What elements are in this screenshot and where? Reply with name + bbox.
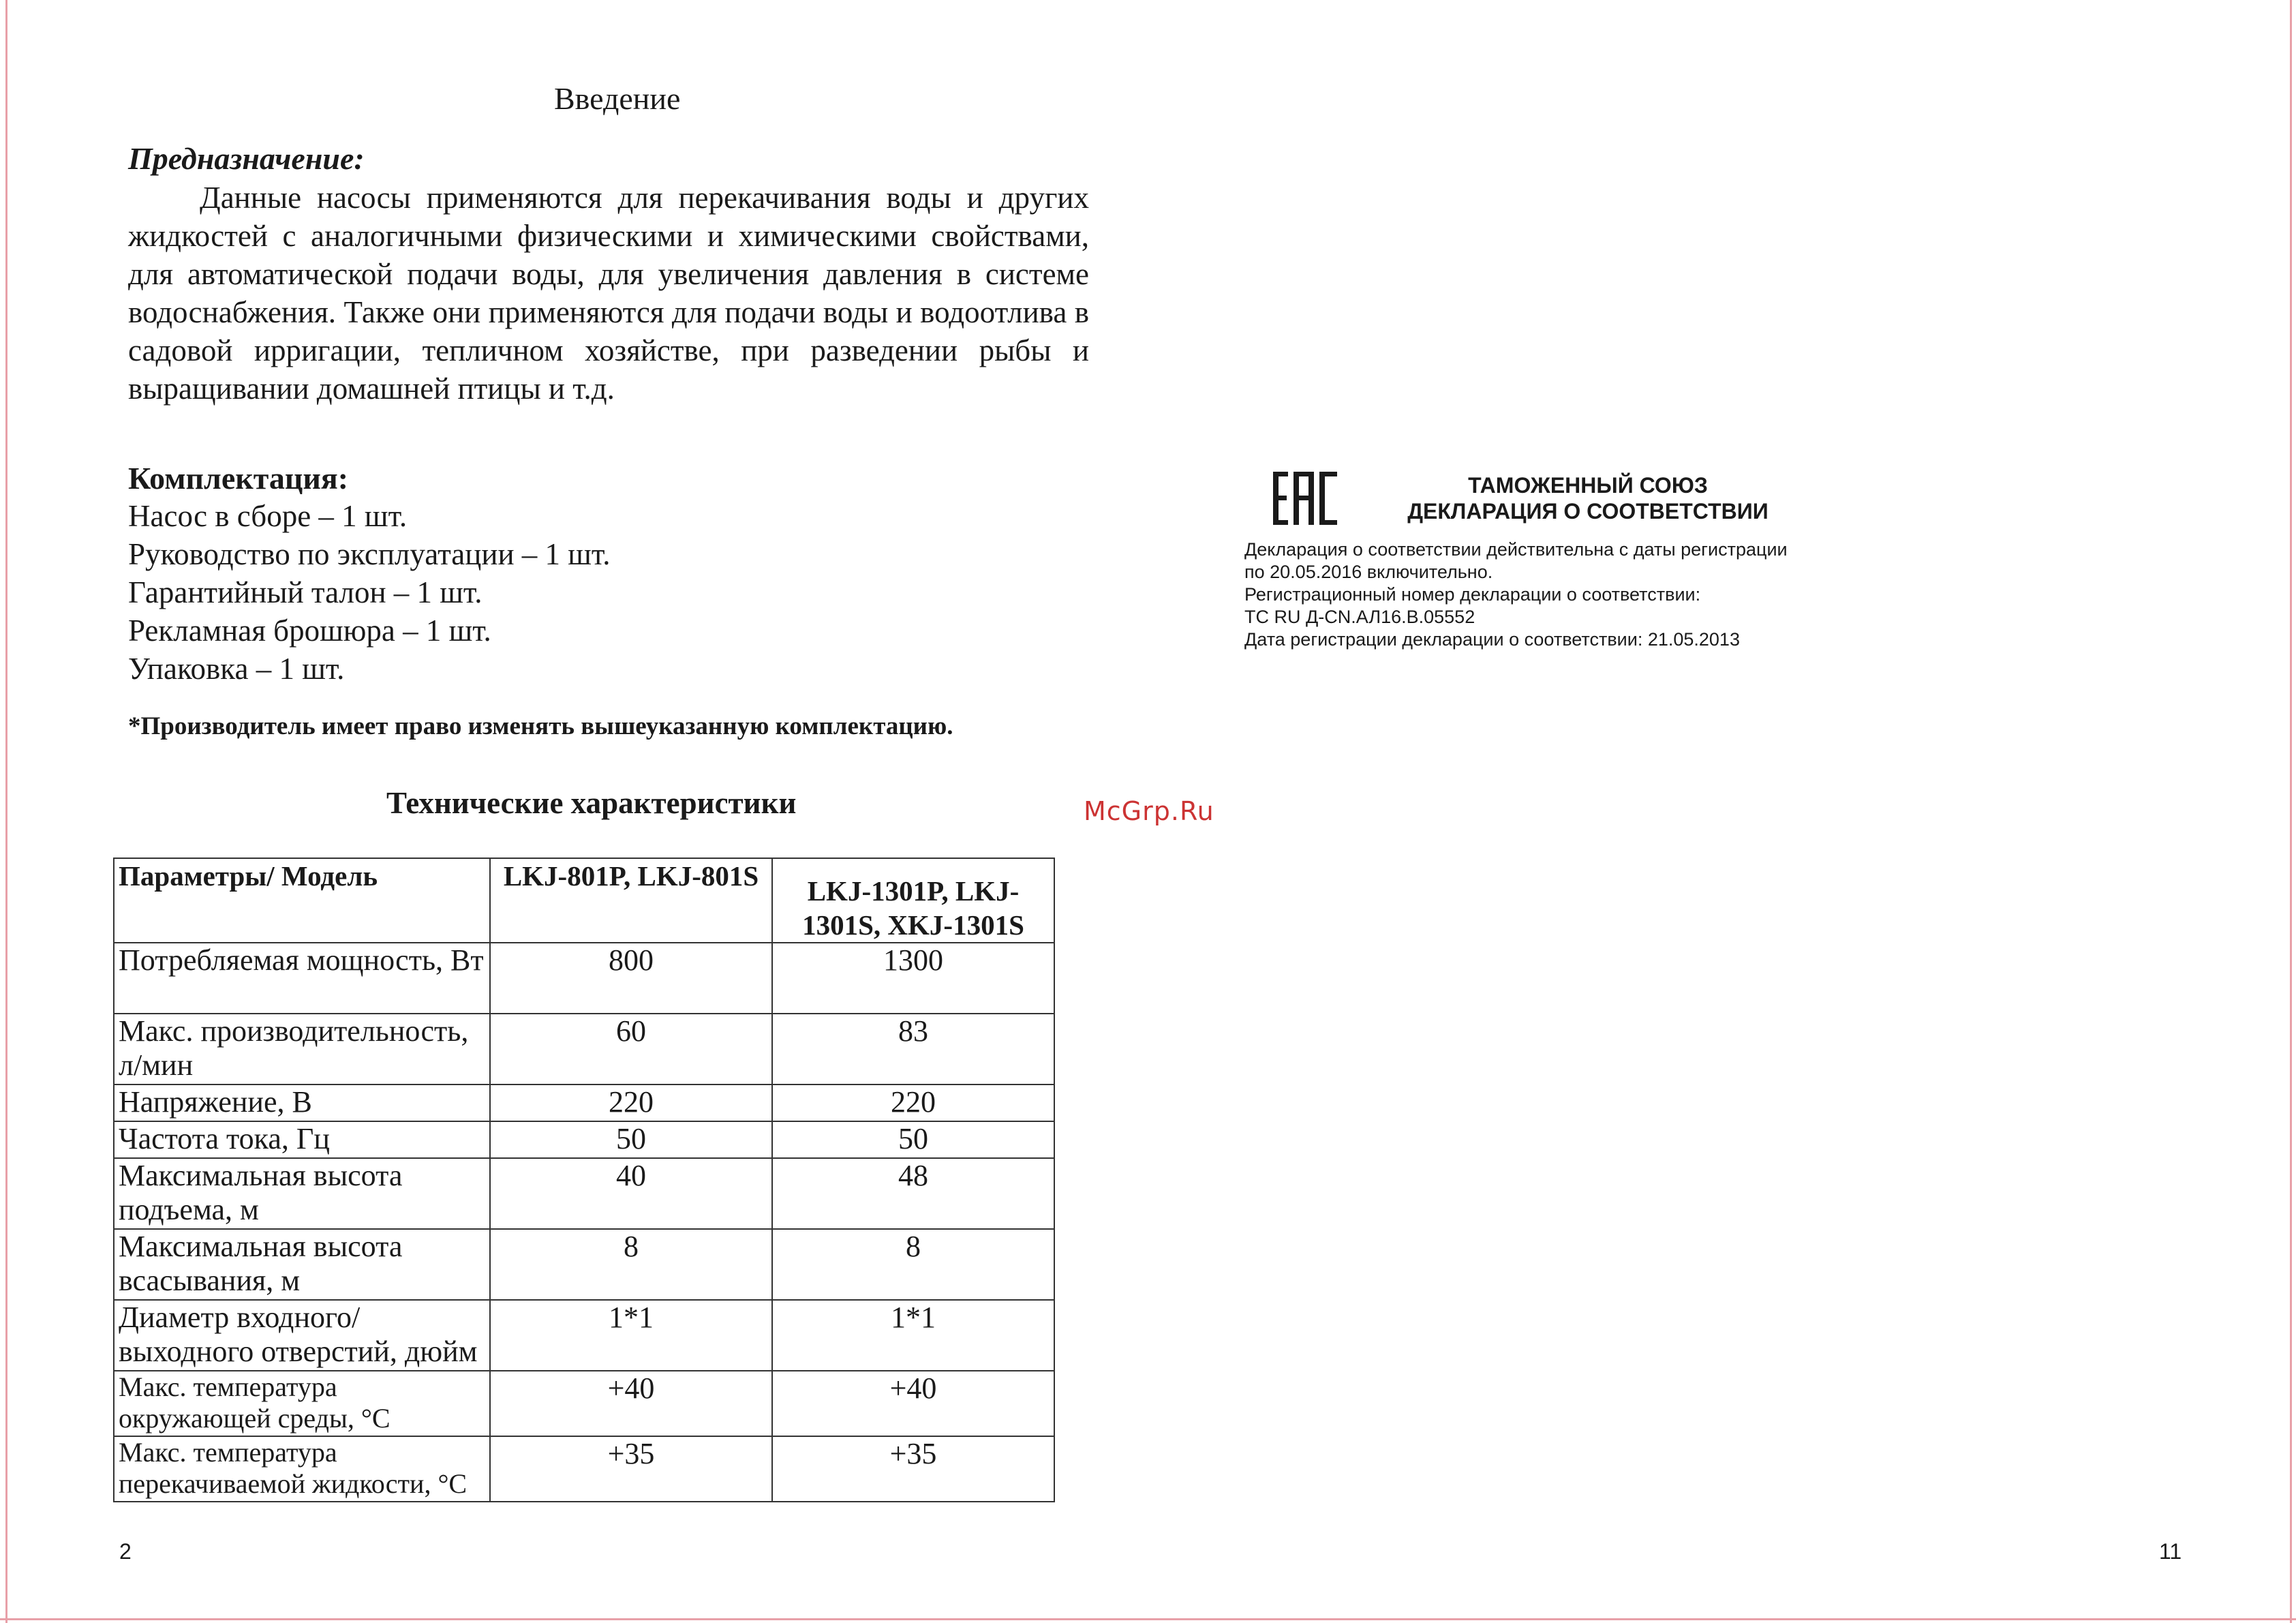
value-cell: 800 (490, 943, 772, 1014)
value-cell: 220 (772, 1084, 1054, 1121)
kit-list (128, 497, 610, 688)
kit-item: Гарантийный талон – 1 шт. (128, 575, 483, 609)
value-cell: 50 (490, 1121, 772, 1158)
page-number-right: 11 (2159, 1539, 2182, 1564)
value-cell: +35 (490, 1436, 772, 1502)
param-cell: Макс. температура окружающей среды, °С (114, 1371, 490, 1436)
value-cell: 8 (490, 1229, 772, 1300)
spec-table-header-row (114, 858, 1054, 943)
value-cell: +40 (772, 1371, 1054, 1436)
kit-item: Упаковка – 1 шт. (128, 652, 345, 686)
kit-item: Насос в сборе – 1 шт. (128, 499, 408, 533)
param-cell: Напряжение, В (114, 1084, 490, 1121)
kit-item: Рекламная брошюра – 1 шт. (128, 613, 491, 648)
page-number-left: 2 (119, 1539, 132, 1564)
param-cell: Максимальная высота всасывания, м (114, 1229, 490, 1300)
table-row (114, 1121, 1054, 1158)
purpose-paragraph: Данные насосы применяются для перекачивания воды и других жидкостей с аналогичными физическими и химическими свойствами, для автоматической подачи воды, для увеличения давления в системе водоснабжения. Также они применяются для подачи воды и водоотлива в садовой ирригации, тепличном хозяйстве, при разведении рыбы и выращивании домашней птицы и т.д. (128, 181, 1089, 406)
value-cell: 83 (772, 1014, 1054, 1084)
kit-note: *Производитель имеет право изменять вышеуказанную комплектацию. (128, 712, 953, 740)
kit-heading: Комплектация: (128, 461, 349, 496)
watermark: McGrp.Ru (1084, 796, 1214, 826)
value-cell: +40 (490, 1371, 772, 1436)
table-row (114, 1371, 1054, 1436)
header-model-801: LKJ-801P, LKJ-801S (490, 858, 772, 943)
declaration-line: по 20.05.2016 включительно. (1244, 562, 1493, 582)
kit-item: Руководство по эксплуатации – 1 шт. (128, 537, 611, 571)
param-cell: Диаметр входного/ выходного отверстий, дюйм (114, 1300, 490, 1371)
param-cell: Максимальная высота подъема, м (114, 1158, 490, 1229)
value-cell: 48 (772, 1158, 1054, 1229)
declaration-line: Декларация о соответствии действительна с даты регистрации (1244, 539, 1788, 560)
spec-table (113, 858, 1055, 1502)
table-row (114, 1436, 1054, 1502)
declaration-line: ТС RU Д-CN.АЛ16.В.05552 (1244, 607, 1475, 627)
table-row (114, 1229, 1054, 1300)
value-cell: 8 (772, 1229, 1054, 1300)
value-cell: 1300 (772, 943, 1054, 1014)
declaration-line: Регистрационный номер декларации о соответствии: (1244, 584, 1701, 605)
spec-title: Технические характеристики (386, 786, 797, 820)
param-cell: Макс. производительность, л/мин (114, 1014, 490, 1084)
value-cell: 220 (490, 1084, 772, 1121)
param-cell: Макс. температура перекачиваемой жидкости, °С (114, 1436, 490, 1502)
table-row (114, 943, 1054, 1014)
header-parameters: Параметры/ Модель (114, 858, 490, 943)
intro-title: Введение (554, 81, 681, 116)
declaration-line: Дата регистрации декларации о соответствии: 21.05.2013 (1244, 629, 1740, 650)
purpose-heading: Предназначение: (128, 141, 365, 176)
value-cell: +35 (772, 1436, 1054, 1502)
page-edge-bottom (0, 1618, 2296, 1620)
value-cell: 1*1 (772, 1300, 1054, 1371)
page-edge-left (5, 0, 7, 1623)
value-cell: 50 (772, 1121, 1054, 1158)
declaration-text (1244, 539, 1788, 651)
header-model-1301: LKJ-1301P, LKJ-1301S, XKJ-1301S (772, 858, 1054, 943)
param-cell: Потребляемая мощность, Вт (114, 943, 490, 1014)
customs-union-line2: ДЕКЛАРАЦИЯ О СООТВЕТСТВИИ (1407, 499, 1769, 524)
value-cell: 1*1 (490, 1300, 772, 1371)
table-row (114, 1158, 1054, 1229)
param-cell: Частота тока, Гц (114, 1121, 490, 1158)
table-row (114, 1300, 1054, 1371)
customs-union-line1: ТАМОЖЕННЫЙ СОЮЗ (1468, 473, 1708, 498)
table-row (114, 1084, 1054, 1121)
value-cell: 40 (490, 1158, 772, 1229)
table-row (114, 1014, 1054, 1084)
customs-union-title (1295, 472, 1881, 524)
page-edge-right (2290, 0, 2292, 1623)
value-cell: 60 (490, 1014, 772, 1084)
